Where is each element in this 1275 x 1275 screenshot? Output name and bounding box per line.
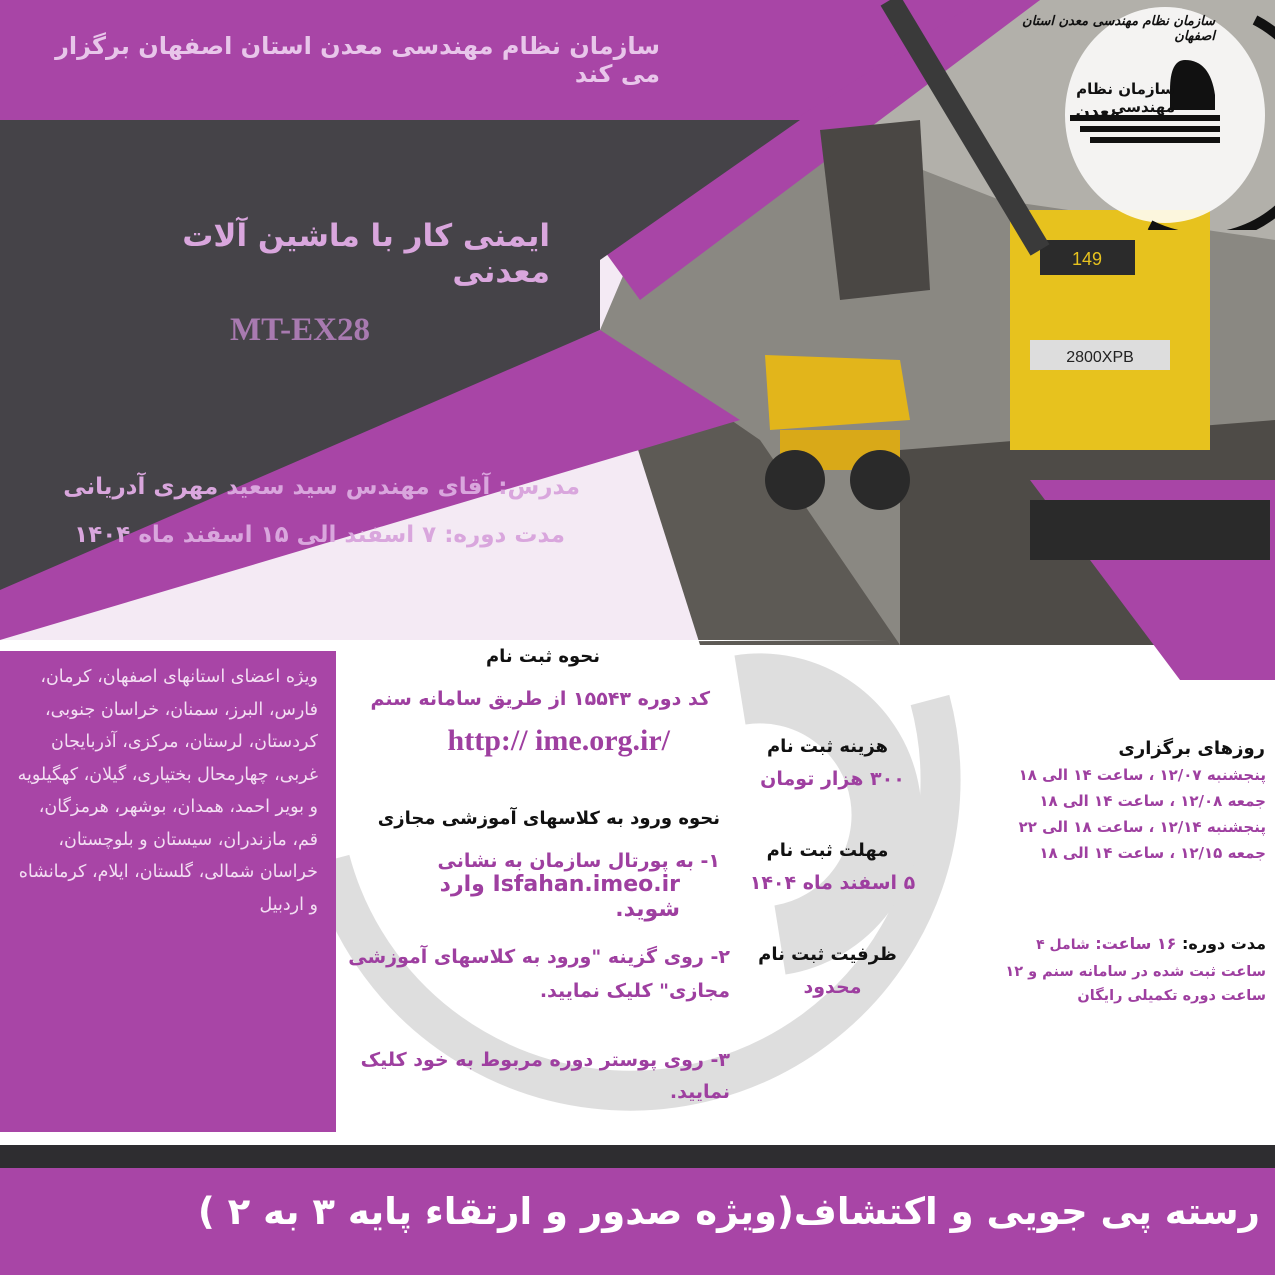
instructor: مدرس: آقای مهندس سید سعید مهری آدریانی bbox=[63, 474, 580, 500]
truck-number: 149 bbox=[1071, 249, 1103, 269]
capacity-heading: ظرفیت ثبت نام bbox=[758, 944, 897, 965]
deadline-value: ۵ اسفند ماه ۱۴۰۴ bbox=[749, 872, 916, 894]
eligible-provinces-text: ویژه اعضای استانهای اصفهان، کرمان، فارس، البرز، سمنان، خراسان جنوبی، کردستان، لرستان، مرکزی، آذربایجان غربی، چهارمحال بختیاری، گیلان، کهگیلویه و بویر احمد، همدان، بوشهر، هرمزگان، قم، مازندران، سیستان و بلوچستان، خراسان شمالی، گلستان، ایلام، کرمانشاه و اردبیل bbox=[17, 667, 318, 915]
schedule-heading: روزهای برگزاری bbox=[1118, 738, 1265, 759]
field-text: رسته پی جویی و اکتشاف(ویژه صدور و ارتقاء پایه ۳ به ۲ ) bbox=[197, 1190, 1260, 1233]
schedule-day: پنجشنبه ۱۲/۱۴ ، ساعت ۱۸ الی ۲۲ bbox=[1018, 818, 1266, 836]
hours-note: شامل ۴ bbox=[1036, 937, 1090, 953]
step-3: ۳- روی پوستر دوره مربوط به خود کلیک نمایید. bbox=[360, 1049, 730, 1103]
virtual-classes-heading: نحوه ورود به کلاسهای آموزشی مجازی bbox=[377, 808, 720, 829]
step-2: ۲- روی گزینه "ورود به کلاسهای آموزشی مجازی" کلیک نمایید. bbox=[348, 946, 730, 1002]
schedule-day: جمعه ۱۲/۱۵ ، ساعت ۱۴ الی ۱۸ bbox=[1039, 844, 1266, 862]
deadline-heading: مهلت ثبت نام bbox=[766, 840, 889, 861]
course-code: MT-EX28 bbox=[230, 312, 370, 348]
fee-value: ۳۰۰ هزار تومان bbox=[760, 768, 905, 790]
registration-url-link[interactable]: http:// ime.org.ir/ bbox=[447, 724, 670, 757]
fee-heading: هزینه ثبت نام bbox=[766, 736, 889, 757]
schedule-day: پنجشنبه ۱۲/۰۷ ، ساعت ۱۴ الی ۱۸ bbox=[1018, 766, 1266, 784]
course-title: ایمنی کار با ماشین آلات معدنی bbox=[182, 218, 550, 290]
course-hours-line bbox=[990, 934, 1266, 953]
organizer-text: سازمان نظام مهندسی معدن استان اصفهان برگزار می کند bbox=[55, 32, 660, 88]
capacity-value: محدود bbox=[803, 976, 862, 998]
shovel-label: 2800XPB bbox=[1066, 349, 1134, 366]
logo-org-small: سازمان نظام مهندسی معدن استان اصفهان bbox=[1022, 14, 1215, 44]
registration-code-line: کد دوره ۱۵۵۴۳ از طریق سامانه سنم bbox=[370, 688, 710, 710]
schedule-day: جمعه ۱۲/۰۸ ، ساعت ۱۴ الی ۱۸ bbox=[1039, 792, 1266, 810]
step-1: ۱- به پورتال سازمان به نشانی bbox=[437, 850, 720, 872]
hours-label: مدت دوره: bbox=[1181, 934, 1266, 953]
logo-org-sub: معدن bbox=[1075, 102, 1120, 122]
dump-truck bbox=[765, 355, 910, 430]
hours-value: ۱۶ ساعت: bbox=[1095, 934, 1177, 953]
logo-org-main: سازمان نظام مهندسی bbox=[1076, 80, 1175, 116]
hours-detail: ساعت ثبت شده در سامانه سنم و ۱۲ ساعت دوره تکمیلی رایگان bbox=[1005, 964, 1266, 1004]
course-duration: مدت دوره: ۷ اسفند الی ۱۵ اسفند ماه ۱۴۰۴ bbox=[74, 522, 565, 548]
eligible-provinces-box bbox=[0, 651, 336, 1132]
registration-heading: نحوه ثبت نام bbox=[485, 646, 600, 667]
portal-link[interactable]: Isfahan.imeo.ir وارد شوید. bbox=[439, 872, 680, 922]
